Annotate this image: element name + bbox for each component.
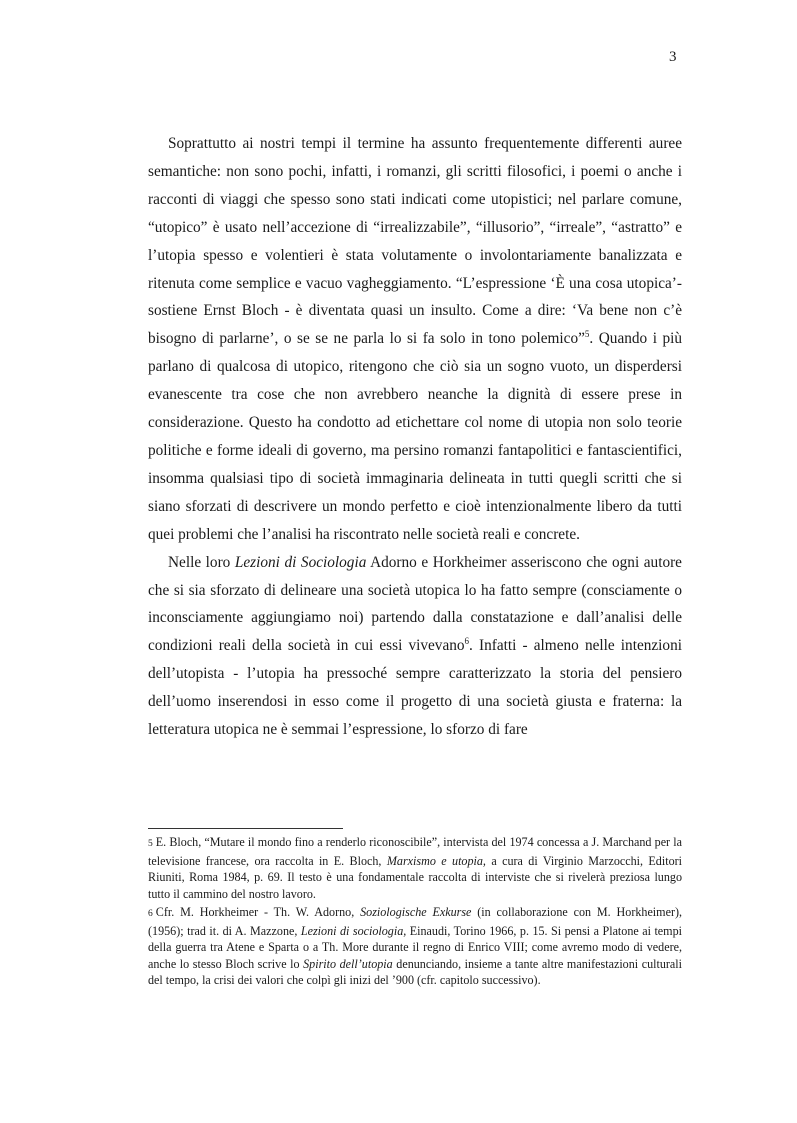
footnotes	[148, 834, 682, 991]
text-run: E. Bloch, “Mutare il mondo fino a renderlo riconoscibile”, intervista del 1974 concessa a J. Marchand per la televisione francese, ora raccolta in E. Bloch,	[148, 835, 682, 868]
text-run: (in collaborazione con M. Horkheimer), (1956); trad it. di A. Mazzone,	[148, 905, 683, 938]
footnote	[148, 834, 682, 902]
text-run: Soprattutto ai nostri tempi il termine ha assunto frequentemente differenti auree semantiche: non sono pochi, infatti, i romanzi, gli scritti filosofici, i poemi o anche i racconti di viaggi che spesso sono stati indicati come utopistici; nel parlare comune, “utopico” è usato nell’accezione di “irrealizzabile”, “illusorio”, “irreale”, “astratto” e l’utopia spesso e volentieri è stata volutamente o involontariamente banalizzata e ritenuta come semplice e vacuo vagheggiamento. “L’espressione ‘È una cosa utopica’- sostiene Ernst Bloch - è diventata quasi un insulto. Come a dire: ‘Va bene non c’è bisogno di parlarne’, o se se ne parla lo si fa solo in tono polemico”	[148, 135, 682, 348]
text-run: Adorno e Horkheimer asseriscono che ogni autore che si sia sforzato di delineare una società utopica lo ha fatto sempre (consciamente o inconsciamente aggiungiamo noi) partendo dalla constatazione e dall’analisi delle condizioni reali della società in cui essi vivevano	[148, 553, 682, 655]
text-run: . Quando i più parlano di qualcosa di utopico, ritengono che ciò sia un sogno vuoto, un disperdersi evanescente tra cose che non avrebbero neanche la dignità di essere prese in considerazione. Questo ha condotto ad etichettare col nome di utopia non solo teorie politiche e forme ideali di governo, ma persino romanzi fantapolitici e fantascientifici, insomma qualsiasi tipo di società immaginaria delineata in tutti quegli scritti che si siano sforzati di descrivere un mondo perfetto e cioè intenzionalmente libero da tutti quei problemi che l’analisi ha riscontrato nelle società reali e concrete.	[148, 330, 682, 543]
text-run: . Infatti - almeno nelle intenzioni dell’utopista - l’utopia ha pressoché sempre caratterizzato la storia del pensiero dell’uomo inserendosi in esso come il progetto di una società giusta e fraterna: la letteratura utopica ne è semmai l’espressione, lo sforzo di fare	[148, 637, 682, 739]
footnote-mark: 5	[148, 839, 153, 849]
page-number: 3	[669, 49, 677, 65]
paragraph	[148, 130, 682, 549]
text-run: Nelle loro	[168, 553, 235, 571]
italic-title: Soziologische Exkurse	[360, 905, 472, 919]
text-run: denunciando, insieme a tante altre manifestazioni culturali del tempo, la crisi dei valori che colpì gli inizi del ’900 (cfr. capitolo successivo).	[148, 956, 682, 987]
footnote-mark: 6	[148, 909, 153, 919]
italic-title: Lezioni di sociologia,	[300, 923, 407, 938]
text-run: a cura di Virginio Marzocchi, Editori Riuniti, Roma 1984, p. 69. Il testo è una fondamentale raccolta di interviste che si rivelerà preziosa lungo tutto il cammino del nostro lavoro.	[148, 853, 683, 901]
footnote-reference: 6	[464, 636, 470, 647]
text-run: Einaudi, Torino 1966, p. 15. Si pensi a Platone ai tempi della guerra tra Atene e Sparta o a Th. More durante il regno di Enrico VIII; come avremo modo di vedere, anche lo stesso Bloch scrive lo	[148, 923, 682, 971]
italic-title: Spirito dell’utopia	[303, 956, 393, 971]
footnote-rule	[148, 828, 343, 829]
paragraph	[148, 549, 682, 744]
text-run: Cfr. M. Horkheimer - Th. W. Adorno,	[155, 905, 361, 919]
footnote	[148, 904, 682, 989]
italic-title: Lezioni di Sociologia	[234, 553, 367, 571]
italic-title: Marxismo e utopia,	[386, 853, 486, 868]
footnote-reference: 5	[584, 329, 590, 340]
body-text	[148, 130, 682, 744]
